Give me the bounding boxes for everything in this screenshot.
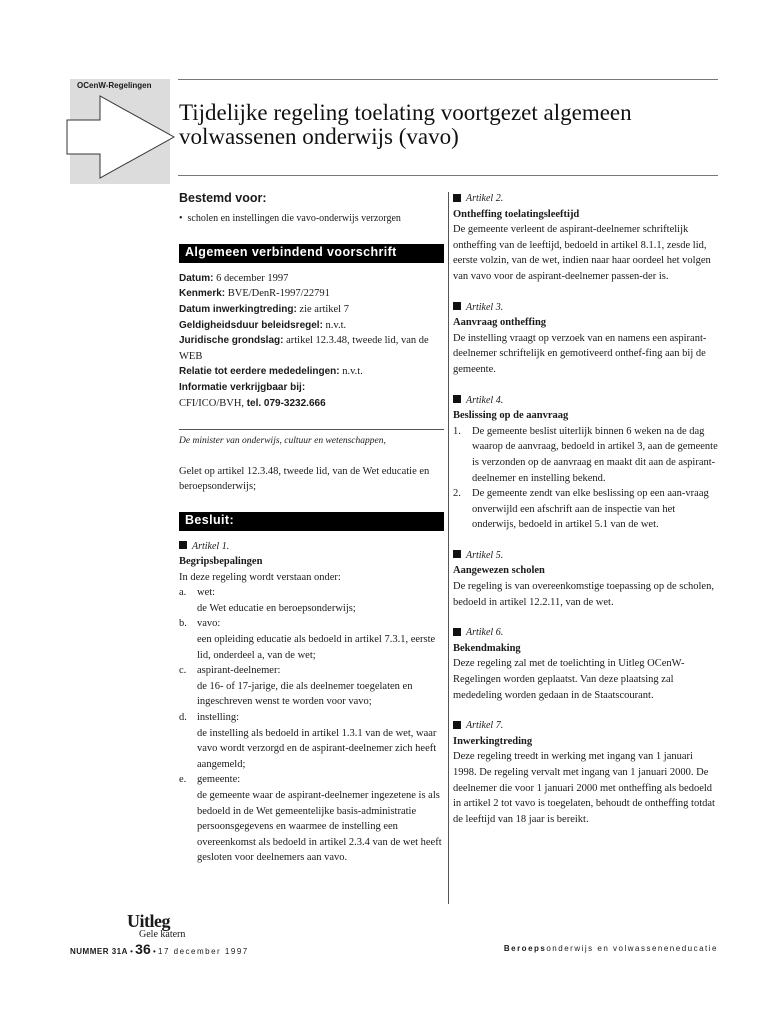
definition-text: de Wet educatie en beroepsonderwijs; [197,602,356,614]
article-label [179,539,444,555]
article-title: Bekendmaking [453,642,521,654]
meta-relatie [179,364,444,380]
section-bold: Beroeps [503,944,547,953]
footer-section [504,944,718,953]
contact-phone: tel. 079-3232.666 [246,397,326,409]
definition-letter: e. [179,774,187,786]
square-icon [453,194,461,202]
definition-term: gemeente: [197,774,241,786]
meta-value: BVE/DenR-1997/22791 [225,288,330,300]
meta-label: Datum: [179,272,214,284]
article-title: Begripsbepalingen [179,556,263,568]
top-rule [178,79,718,80]
meta-datum [179,271,444,287]
article-label-text: Artikel 7. [466,720,504,732]
avv-bar: Algemeen verbindend voorschrift [179,244,444,263]
meta-label: Relatie tot eerdere mededelingen: [179,366,340,378]
article-intro: In deze regeling wordt verstaan onder: [179,571,341,583]
definition-letter: a. [179,587,187,599]
meta-label: Kenmerk: [179,288,226,300]
section-rest: onderwijs en volwasseneneducatie [546,944,718,953]
title-rule [178,175,718,176]
definition-letter: b. [179,618,187,630]
definition-term: aspirant-deelnemer: [197,665,281,677]
definition-row [179,772,444,788]
besluit-bar: Besluit: [179,512,444,531]
meta-label: Datum inwerkingtreding: [179,303,297,315]
meta-kenmerk [179,286,444,302]
item-number: 1. [453,425,461,437]
definition-term: wet: [197,587,216,599]
minister-line: De minister van onderwijs, cultuur en wetenschappen, [179,436,386,447]
item-text: De gemeente beslist uiterlijk binnen 6 weken na de dag waarop de aanvraag, bedoeld in artikel 3, aan de gemeente is verzonden op de aanvraag en maakt dit aan de aspirant-deelnemer en instelling bekend. [472,425,718,484]
article-label-text: Artikel 6. [466,627,504,639]
bestemd-heading: Bestemd voor: [179,191,267,205]
square-icon [453,721,461,729]
article-label [453,191,718,207]
article-label [453,393,718,409]
meta-contact [179,396,444,412]
article-title: Beslissing op de aanvraag [453,410,569,422]
article-text: Deze regeling zal met de toelichting in Uitleg OCenW-Regelingen worden geplaatst. Van deze plaatsing zal mededeling worden gedaan in de Staatscourant. [453,658,685,701]
article-label-text: Artikel 4. [466,394,504,406]
article-label [453,300,718,316]
article-title: Inwerkingtreding [453,735,533,747]
meta-inwerkingtreding [179,302,444,318]
square-icon [453,550,461,558]
item-number: 2. [453,488,461,500]
page-title: Tijdelijke regeling toelating voortgezet algemeen volwassenen onderwijs (vavo) [179,100,632,149]
issue-date: 17 december 1997 [158,947,249,956]
bestemd-item: • scholen en instellingen die vavo-onderwijs verzorgen [179,212,401,224]
definition-term: instelling: [197,712,239,724]
column-divider [448,192,449,904]
square-icon [453,395,461,403]
article-label [453,548,718,564]
definition-term: vavo: [197,618,221,630]
definition-row [179,585,444,601]
meta-value: n.v.t. [322,319,347,331]
square-icon [179,541,187,549]
article-title: Aangewezen scholen [453,565,545,577]
logo-main: Uitleg [127,911,170,931]
definition-text: de instelling als bedoeld in artikel 1.3.1 van de wet, waar vavo wordt verzorgd en de aspirant-deelnemer zich heeft aangemeld; [197,727,437,770]
article-label-text: Artikel 1. [192,540,230,552]
definition-text: een opleiding educatie als bedoeld in artikel 7.3.1, eerste lid, onderdeel a, van de wet; [197,634,436,661]
square-icon [453,628,461,636]
page-number: 36 [135,941,151,957]
article-text: De regeling is van overeenkomstige toepassing op de scholen, bedoeld in artikel 12.2.11, van de wet. [453,581,714,608]
article-text: De instelling vraagt op verzoek van en namens een aspirant-deelnemer schriftelijk en gemotiveerd onthef-fing aan bij de gemeente. [453,332,707,375]
numbered-item [453,424,718,486]
definition-letter: d. [179,712,187,724]
meta-label: Informatie verkrijgbaar bij: [179,381,306,393]
meta-informatie [179,380,444,396]
meta-grondslag [179,333,444,364]
meta-value: n.v.t. [339,366,363,378]
article-text: De gemeente verleent de aspirant-deelnemer schriftelijk ontheffing van de leeftijd, bedoeld in artikel 8.1.1, zesde lid, eerste volzin, van de wet, indien naar haar oordeel het volgen van vavo voor de aspirant-deelnemer passen-der is. [453,224,711,282]
arrow-icon [66,95,176,179]
definition-letter: c. [179,665,187,677]
right-column [453,191,718,827]
meta-value: zie artikel 7 [296,303,349,315]
bestemd-item-text: scholen en instellingen die vavo-onderwijs verzorgen [187,212,401,224]
article-title: Ontheffing toelatingsleeftijd [453,208,580,220]
article-label [453,625,718,641]
uitleg-logo [123,911,193,943]
meta-value: 6 december 1997 [213,272,289,284]
gelet-op: Gelet op artikel 12.3.48, tweede lid, van de Wet educatie en beroepsonderwijs; [179,465,430,493]
numbered-item [453,486,718,533]
square-icon [453,302,461,310]
meta-label: Geldigheidsduur beleidsregel: [179,319,323,331]
footer-issue: NUMMER 31A • 36 • 17 december 1997 [70,941,249,957]
definition-row [179,616,444,632]
contact-text: CFI/ICO/BVH, [179,397,245,409]
meta-geldigheidsduur [179,318,444,334]
definition-row [179,663,444,679]
definition-row [179,710,444,726]
article-label [453,718,718,734]
article-text: Deze regeling treedt in werking met ingang van 1 januari 1998. De regeling vervalt met ingang van 1 januari 2000. De deelnemer die voor 1 januari 2000 met ontheffing als bedoeld in artikel 2 tot vavo is toegelaten, behoudt de ontheffing totdat de leeftijd van 18 jaar is bereikt. [453,751,715,825]
meta-value: artikel 12.3.48, tweede lid, van de WEB [179,335,429,362]
article-label-text: Artikel 3. [466,301,504,313]
article-label-text: Artikel 5. [466,549,504,561]
article-title: Aanvraag ontheffing [453,317,547,329]
section-tag: OCenW-Regelingen [77,81,152,90]
definition-text: de gemeente waar de aspirant-deelnemer ingezetene is als bedoeld in de Wet gemeentelijke basis-administratie persoonsgegevens en waarmee de instelling een overeenkomst als bedoeld in artikel 2.3.4 van de wet heeft gesloten voor deelnemers aan vavo. [197,790,442,864]
left-column [179,191,444,866]
item-text: De gemeente zendt van elke beslissing op een aan-vraag onverwijld een afschrift aan de inspectie van het onderwijs, bedoeld in artikel 5.1 van de wet. [472,488,709,531]
definition-text: de 16- of 17-jarige, die als deelnemer toegelaten en ingeschreven wenst te worden voor vavo; [197,680,413,708]
logo-sub: Gele katern [139,929,186,940]
issue-number: NUMMER 31A [70,947,128,956]
meta-label: Juridische grondslag: [179,335,284,347]
article-label-text: Artikel 2. [466,193,504,204]
